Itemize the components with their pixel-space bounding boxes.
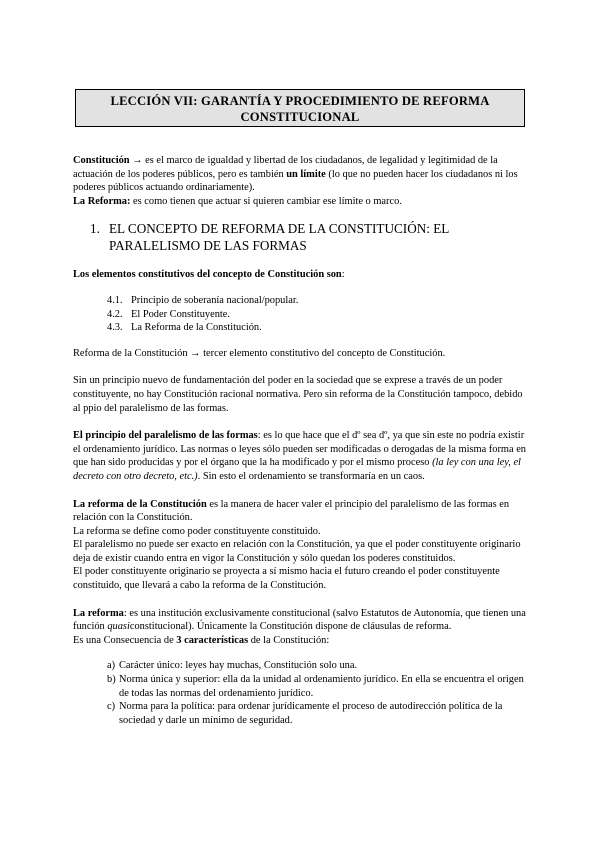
section-heading [90,220,529,254]
reforma-definition-paragraph: La reforma: es una institución exclusivamente constitucional (salvo Estatutos de Autonomía, que tienen una función quasiconstitucional). Únicamente la Constitución dispone de cláusulas de reforma. [73,607,526,633]
paralelismo-paragraph: El principio del paralelismo de las formas: es lo que hace que el dº sea dº, ya que sin este no podría existir el ordenamiento jurídico. Las normas o leyes sólo pueden ser modificadas o derogadas de la misma forma en que han sido producidas y por el órgano que la ha modificado y por el mismo proceso (la ley con una ley, el decreto con otro decreto, etc.). Sin esto el ordenamiento se transformaría en un caos. [73,430,527,482]
list-item: 4.3. La Reforma de la Constitución. [107,322,262,334]
reforma-constitucion-term: La reforma de la Constitución [73,498,207,510]
section-title: EL CONCEPTO DE REFORMA DE LA CONSTITUCIÓN: EL PARALELISMO DE LAS FORMAS [109,221,449,254]
reforma-definition-term: La reforma [73,607,124,619]
constitucion-term: Constitución [73,155,130,166]
consequence-line: Es una Consecuencia de 3 características de la Constitución: [73,634,330,646]
list-item: a) Carácter único: leyes hay muchas, Constitución solo una. [107,660,358,672]
no-constitution-paragraph: Sin un principio nuevo de fundamentación del poder en la sociedad que se exprese a través de un poder constituyente, no hay Constitución racional normativa. Pero sin reforma de la Constitución tampoco, debido al ppio del paralelismo de las formas. [73,375,523,414]
lesson-title-line1: LECCIÓN VII: GARANTÍA Y PROCEDIMIENTO DE REFORMA [110,94,490,108]
list-item: c) Norma para la política: para ordenar jurídicamente el proceso de autodirección política de la sociedad y darle un mínimo de seguridad. [107,701,503,726]
section-number: 1. [90,221,100,237]
reforma-line: La reforma se define como poder constituyente constituido. [73,525,321,537]
reforma-line: El poder constituyente originario se proyecta a sí mismo hacia el futuro creando el poder constituyente constituido, que llevará a cabo la reforma de la Constitución. [73,566,500,592]
reforma-line: El paralelismo no puede ser exacto en relación con la Constitución, ya que el poder constituyente originario deja de existir cuando entra en vigor la Constitución y sólo quedan los poderes constituidos. [73,539,521,564]
reforma-constitucion-paragraph: La reforma de la Constitución es la manera de hacer valer el principio del paralelismo de las formas en relación con la Constitución. [73,498,510,524]
constitucion-definition: Constitución → es el marco de igualdad y libertad de los ciudadanos, de legalidad y legitimidad de la actuación de los poderes públicos, pero es también un límite (lo que no pueden hacer los ciudadanos ni los poderes públicos actuando ordinariamente). [73,155,518,194]
document-body [73,154,529,727]
reforma-term: La Reforma: [73,195,131,207]
third-element-paragraph: Reforma de la Constitución → tercer elemento constitutivo del concepto de Constitución. [73,347,446,359]
list-item: 4.1. Principio de soberanía nacional/popular. [107,294,299,306]
elements-list [107,294,529,335]
list-item: b) Norma única y superior: ella da la unidad al ordenamiento jurídico. En ella se encuentra el origen de todas las normas del ordenamiento jurídico. [107,674,524,699]
lesson-title-line2: CONSTITUCIONAL [240,110,360,124]
paralelismo-term: El principio del paralelismo de las formas [73,430,258,442]
elements-heading: Los elementos constitutivos del concepto de Constitución son: [73,269,345,281]
lesson-title-box [75,89,525,127]
reforma-intro: La Reforma: es como tienen que actuar si quieren cambiar ese límite o marco. [73,195,402,207]
characteristics-list [107,659,529,727]
list-item: 4.2. El Poder Constituyente. [107,308,230,320]
